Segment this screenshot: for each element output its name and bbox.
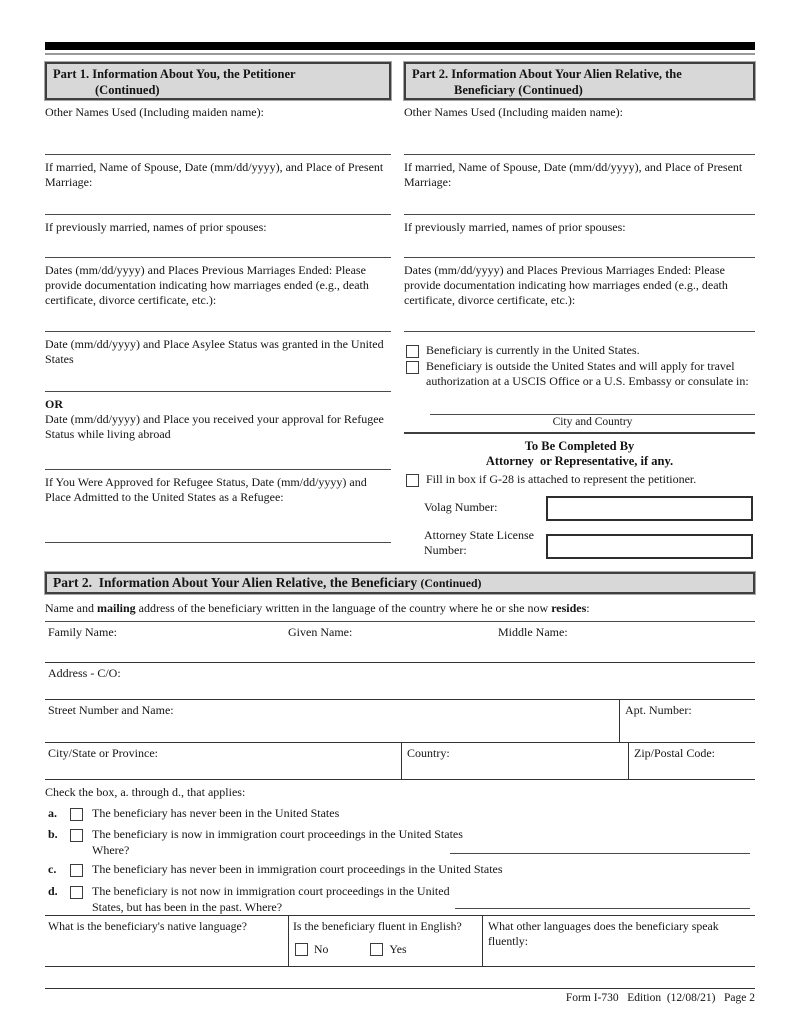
fluent-yes-label: Yes bbox=[389, 942, 407, 956]
part2-column bbox=[404, 62, 755, 559]
intro-text: address of the beneficiary written in the language of the country where he or she now bbox=[135, 601, 552, 615]
g28-row bbox=[404, 472, 755, 488]
part2-full-section bbox=[45, 572, 755, 967]
address-co-label: Address - C/O: bbox=[48, 666, 121, 680]
volag-number-row bbox=[424, 496, 755, 521]
field-label: Date (mm/dd/yyyy) and Place Asylee Status was granted in the United States bbox=[45, 337, 384, 367]
footer-text: Form I-730 Edition (12/08/21) Page 2 bbox=[565, 992, 755, 1004]
part1-header bbox=[45, 62, 391, 100]
intro-bold-mailing: mailing bbox=[96, 601, 136, 615]
attorney-section-divider bbox=[404, 432, 755, 434]
option-a-label: The beneficiary has never been in the United States bbox=[92, 806, 340, 820]
option-d-label: The beneficiary is not now in immigration court proceedings in the United States, but has been in the past. Where? bbox=[92, 884, 450, 914]
part1-header-line1: Part 1. Information About You, the Petitioner bbox=[53, 67, 296, 81]
middle-name-field[interactable]: Middle Name: bbox=[498, 625, 568, 639]
option-b-checkbox[interactable] bbox=[70, 829, 83, 842]
field-asylee-status[interactable] bbox=[45, 332, 391, 392]
check-box-intro: Check the box, a. through d., that applies: bbox=[45, 785, 246, 799]
top-gray-rule bbox=[45, 53, 755, 55]
beneficiary-outside-us-checkbox[interactable] bbox=[406, 361, 419, 374]
field-spouse-petitioner[interactable] bbox=[45, 155, 391, 215]
native-language-cell[interactable]: What is the beneficiary's native language? bbox=[48, 919, 247, 933]
field-refugee-admitted[interactable] bbox=[45, 470, 391, 543]
beneficiary-in-us-label: Beneficiary is currently in the United States. bbox=[426, 343, 640, 357]
field-label: If married, Name of Spouse, Date (mm/dd/yyyy), and Place of Present Marriage: bbox=[404, 160, 743, 190]
field-label: If previously married, names of prior spouses: bbox=[404, 220, 626, 234]
field-label: Other Names Used (Including maiden name): bbox=[45, 105, 264, 119]
city-country-caption: City and Country bbox=[552, 415, 633, 428]
option-d-checkbox[interactable] bbox=[70, 886, 83, 899]
other-languages-cell[interactable]: What other languages does the beneficiary speak fluently: bbox=[482, 916, 755, 966]
field-other-names-beneficiary[interactable] bbox=[404, 100, 755, 155]
attorney-license-input[interactable] bbox=[546, 534, 753, 559]
part2-full-header bbox=[45, 572, 755, 594]
field-label: If You Were Approved for Refugee Status, Date (mm/dd/yyyy) and Place Admitted to the United States as a Refugee: bbox=[45, 475, 367, 505]
family-name-field[interactable]: Family Name: bbox=[48, 625, 117, 639]
option-d-letter: d. bbox=[48, 884, 58, 898]
part2-column-header bbox=[404, 62, 755, 100]
fluent-no-checkbox[interactable] bbox=[295, 943, 308, 956]
intro-text: : bbox=[586, 601, 590, 615]
option-a-checkbox[interactable] bbox=[70, 808, 83, 821]
city-state-field[interactable]: City/State or Province: bbox=[48, 746, 158, 760]
beneficiary-outside-us-row bbox=[404, 359, 755, 390]
address-co-field[interactable] bbox=[45, 663, 755, 700]
given-name-field[interactable]: Given Name: bbox=[288, 625, 353, 639]
attorney-license-row bbox=[424, 528, 755, 559]
attorney-heading-line2: Attorney or Representative, if any. bbox=[485, 454, 674, 469]
attorney-heading-line1: To Be Completed By bbox=[524, 438, 635, 453]
english-fluent-cell bbox=[288, 916, 482, 966]
top-black-bar bbox=[45, 42, 755, 50]
volag-number-label: Volag Number: bbox=[424, 499, 498, 514]
option-c-letter: c. bbox=[48, 862, 57, 876]
intro-bold-resides: resides bbox=[551, 601, 587, 615]
part2-header-line1: Part 2. Information About Your Alien Relative, the bbox=[412, 67, 682, 81]
country-field[interactable]: Country: bbox=[401, 743, 628, 779]
field-label: Dates (mm/dd/yyyy) and Places Previous Marriages Ended: Please provide documentation indicating how marriages ended (e.g., death certificate, divorce certificate, etc.): bbox=[45, 263, 369, 308]
fluent-yes-checkbox[interactable] bbox=[370, 943, 383, 956]
option-b-letter: b. bbox=[48, 827, 58, 841]
field-label: If married, Name of Spouse, Date (mm/dd/yyyy), and Place of Present Marriage: bbox=[45, 160, 384, 190]
intro-text: Name and bbox=[45, 601, 97, 615]
field-label: If previously married, names of prior spouses: bbox=[45, 220, 267, 234]
or-label: OR bbox=[45, 397, 63, 411]
part2-full-title: Part 2. Information About Your Alien Relative, the Beneficiary bbox=[53, 575, 421, 590]
option-row-d bbox=[45, 884, 755, 915]
street-apt-row bbox=[45, 700, 755, 743]
name-row bbox=[45, 622, 755, 663]
field-other-names-petitioner[interactable] bbox=[45, 100, 391, 155]
option-row-a bbox=[45, 803, 755, 827]
field-label: Date (mm/dd/yyyy) and Place you received your approval for Refugee Status while living abroad bbox=[45, 412, 384, 442]
page-footer bbox=[45, 988, 755, 1004]
option-row-b bbox=[45, 827, 755, 862]
city-country-zip-row bbox=[45, 743, 755, 780]
part2-full-title-continued: (Continued) bbox=[420, 576, 482, 590]
field-label: Dates (mm/dd/yyyy) and Places Previous Marriages Ended: Please provide documentation indicating how marriages ended (e.g., death certificate, divorce certificate, etc.): bbox=[404, 263, 728, 308]
mailing-address-intro bbox=[45, 594, 755, 622]
option-b-label: The beneficiary is now in immigration court proceedings in the United States Where? bbox=[92, 827, 463, 857]
beneficiary-in-us-checkbox[interactable] bbox=[406, 345, 419, 358]
g28-checkbox[interactable] bbox=[406, 474, 419, 487]
city-country-write-in-line[interactable] bbox=[430, 390, 755, 415]
zip-field[interactable]: Zip/Postal Code: bbox=[628, 743, 755, 779]
option-b-write-in-line[interactable] bbox=[450, 853, 750, 854]
g28-label: Fill in box if G-28 is attached to represent the petitioner. bbox=[426, 472, 697, 487]
beneficiary-in-us-row bbox=[404, 343, 755, 359]
fluent-no-label: No bbox=[314, 942, 329, 956]
option-c-checkbox[interactable] bbox=[70, 864, 83, 877]
part1-column bbox=[45, 62, 391, 543]
field-prior-spouses-petitioner[interactable] bbox=[45, 215, 391, 258]
field-marriages-ended-beneficiary[interactable] bbox=[404, 258, 755, 332]
field-marriages-ended-petitioner[interactable] bbox=[45, 258, 391, 332]
option-row-c bbox=[45, 862, 755, 884]
part1-header-line2: (Continued) bbox=[95, 83, 160, 98]
field-prior-spouses-beneficiary[interactable] bbox=[404, 215, 755, 258]
option-a-letter: a. bbox=[48, 806, 57, 820]
option-c-label: The beneficiary has never been in immigration court proceedings in the United States bbox=[92, 862, 503, 876]
apt-number-field[interactable]: Apt. Number: bbox=[619, 700, 755, 742]
language-table bbox=[45, 915, 755, 967]
volag-number-input[interactable] bbox=[546, 496, 753, 521]
english-fluent-question: Is the beneficiary fluent in English? bbox=[293, 919, 462, 933]
part2-header-line2: Beneficiary (Continued) bbox=[454, 83, 583, 98]
street-field[interactable]: Street Number and Name: bbox=[48, 703, 174, 717]
attorney-license-label: Attorney State License Number: bbox=[424, 527, 534, 557]
option-d-write-in-line[interactable] bbox=[455, 908, 750, 909]
field-refugee-abroad[interactable] bbox=[45, 392, 391, 470]
field-spouse-beneficiary[interactable] bbox=[404, 155, 755, 215]
field-label: Other Names Used (Including maiden name): bbox=[404, 105, 623, 119]
beneficiary-outside-us-label: Beneficiary is outside the United States and will apply for travel authorization at a USCIS Office or a U.S. Embassy or consulate in: bbox=[426, 358, 749, 389]
